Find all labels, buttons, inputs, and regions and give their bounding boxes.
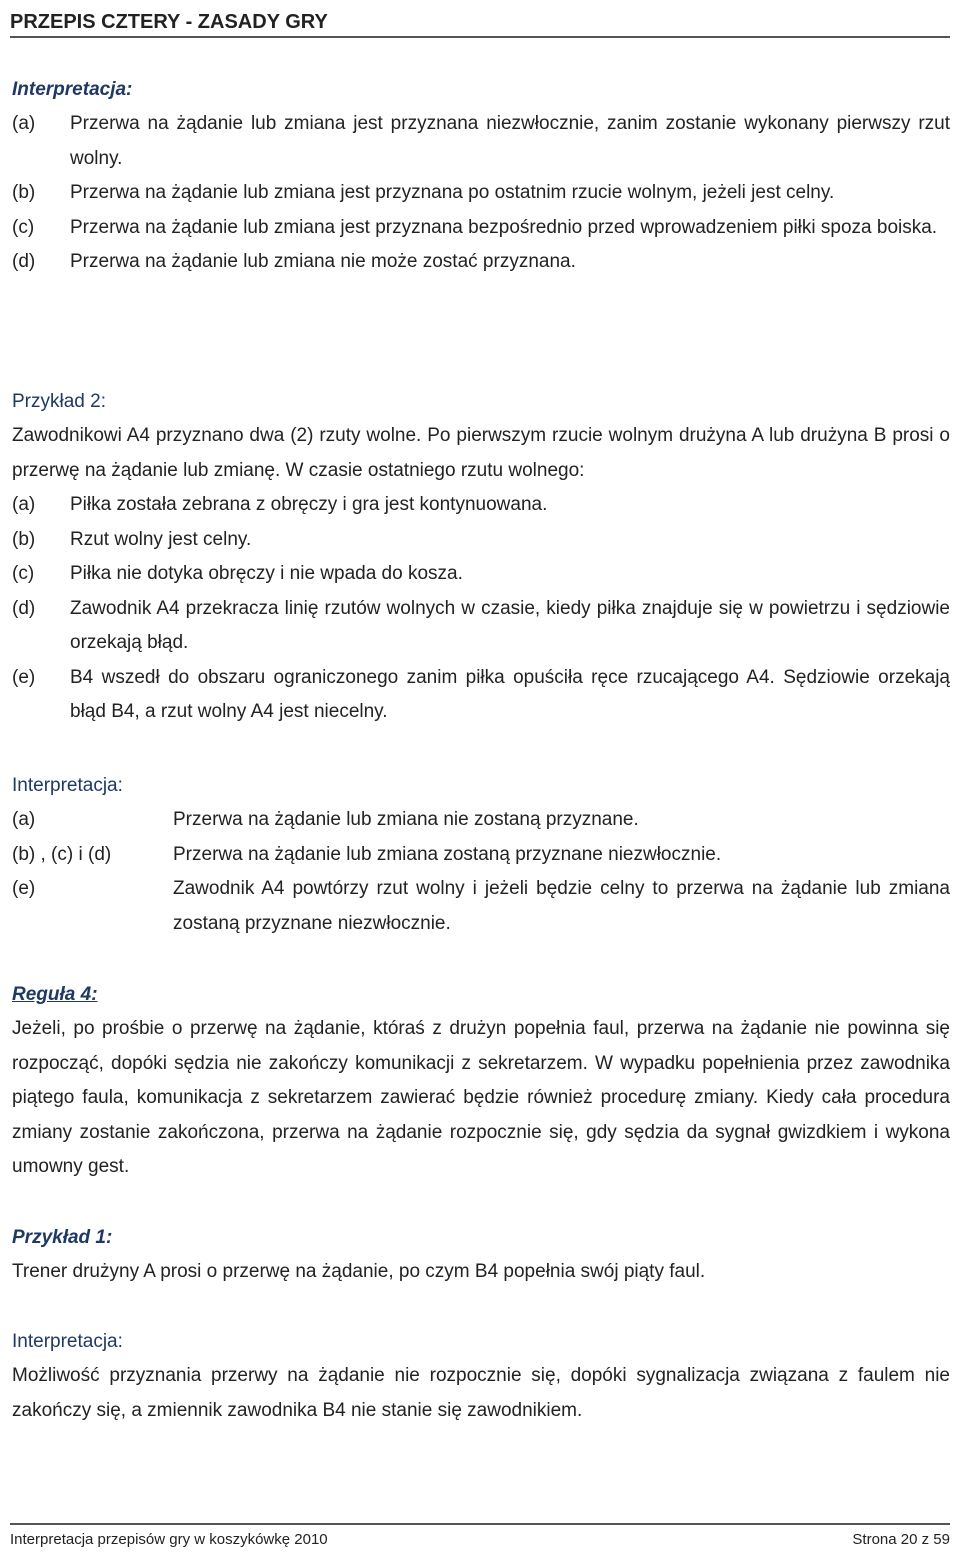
section-heading: Interpretacja: [12, 775, 123, 796]
rule-text: Jeżeli, po prośbie o przerwę na żądanie, któraś z drużyn popełnia faul, przerwa na żądanie nie powinna się rozpocząć, dopóki sędzia nie zakończy komunikacji z sekretarzem. W wypadku popełnienia przez zawodnika piątego faula, komunikacja z sekretarzem zawierać będzie również procedurę zmiany. Kiedy cała procedura zmiany zostanie zakończona, przerwa na żądanie rozpocznie się, gdy sędzia da sygnał gwizdkiem i wykona umowny gest. [12, 1018, 950, 1177]
section-heading: Przykład 2: [12, 391, 106, 412]
item-label: (b) [12, 528, 36, 550]
item-text: B4 wszedł do obszaru ograniczonego zanim piłka opuściła ręce rzucającego A4. Sędziowie orzekają błąd B4, a rzut wolny A4 jest niecelny. [70, 666, 950, 722]
item-label: (d) [12, 597, 36, 619]
list-item [12, 592, 950, 661]
section-heading: Interpretacja: [12, 1331, 123, 1352]
interpretation-section-2 [12, 769, 950, 941]
page-footer [10, 1523, 950, 1555]
item-text: Przerwa na żądanie lub zmiana nie zostaną przyznane. [173, 809, 639, 830]
example-intro: Zawodnikowi A4 przyznano dwa (2) rzuty wolne. Po pierwszym rzucie wolnym drużyna A lub drużyna B prosi o przerwę na żądanie lub zmianę. W czasie ostatniego rzutu wolnego: [12, 425, 950, 481]
example-1-section [12, 1221, 950, 1290]
item-text: Rzut wolny jest celny. [70, 528, 252, 550]
list-item [12, 488, 950, 523]
list-item [12, 245, 950, 280]
item-text: Piłka została zebrana z obręczy i gra jest kontynuowana. [70, 494, 548, 515]
item-label: (b) , (c) i (d) [12, 843, 112, 865]
interpretation-section-3 [12, 1325, 950, 1428]
item-text: Zawodnik A4 przekracza linię rzutów wolnych w czasie, kiedy piłka znajduje się w powietrzu i sędziowie orzekają błąd. [70, 597, 950, 653]
item-text: Przerwa na żądanie lub zmiana nie może zostać przyznana. [70, 251, 576, 272]
item-label: (a) [12, 113, 36, 134]
item-label: (d) [12, 251, 36, 272]
item-label: (e) [12, 878, 36, 899]
item-label: (c) [12, 563, 35, 584]
list-item [12, 661, 950, 730]
list-item [12, 176, 950, 211]
item-label: (a) [12, 809, 36, 830]
example-2-section [12, 385, 950, 730]
rule-4-section [12, 978, 950, 1185]
section-heading: Interpretacja: [12, 79, 133, 100]
section-heading: Przykład 1: [12, 1227, 113, 1248]
item-label: (b) [12, 182, 36, 203]
footer-document-title: Interpretacja przepisów gry w koszykówkę 2010 [10, 1531, 328, 1548]
item-text: Przerwa na żądanie lub zmiana jest przyznana bezpośrednio przed wprowadzeniem piłki spoza boiska. [70, 216, 938, 238]
item-label: (c) [12, 216, 35, 238]
list-item [12, 838, 950, 873]
list-item [12, 211, 950, 246]
page-header [10, 8, 950, 38]
item-label: (a) [12, 494, 36, 515]
item-text: Przerwa na żądanie lub zmiana jest przyznana niezwłocznie, zanim zostanie wykonany pierwszy rzut wolny. [70, 113, 950, 169]
item-text: Piłka nie dotyka obręczy i nie wpada do kosza. [70, 563, 463, 584]
page-title: PRZEPIS CZTERY - ZASADY GRY [10, 11, 328, 33]
list-item [12, 523, 950, 558]
item-text: Przerwa na żądanie lub zmiana jest przyznana po ostatnim rzucie wolnym, jeżeli jest celny. [70, 182, 835, 203]
item-text: Zawodnik A4 powtórzy rzut wolny i jeżeli będzie celny to przerwa na żądanie lub zmiana zostaną przyznane niezwłocznie. [173, 878, 950, 934]
section-heading: Reguła 4: [12, 984, 98, 1005]
list-item [12, 107, 950, 176]
list-item [12, 557, 950, 592]
example-text: Trener drużyny A prosi o przerwę na żądanie, po czym B4 popełnia swój piąty faul. [12, 1261, 706, 1282]
item-label: (e) [12, 666, 36, 688]
item-text: Przerwa na żądanie lub zmiana zostaną przyznane niezwłocznie. [173, 843, 722, 865]
interpretation-section-1 [12, 73, 950, 280]
interpretation-text: Możliwość przyznania przerwy na żądanie nie rozpocznie się, dopóki sygnalizacja związana z faulem nie zakończy się, a zmiennik zawodnika B4 nie stanie się zawodnikiem. [12, 1365, 950, 1421]
list-item [12, 803, 950, 838]
list-item [12, 872, 950, 941]
page-number: Strona 20 z 59 [852, 1531, 950, 1548]
